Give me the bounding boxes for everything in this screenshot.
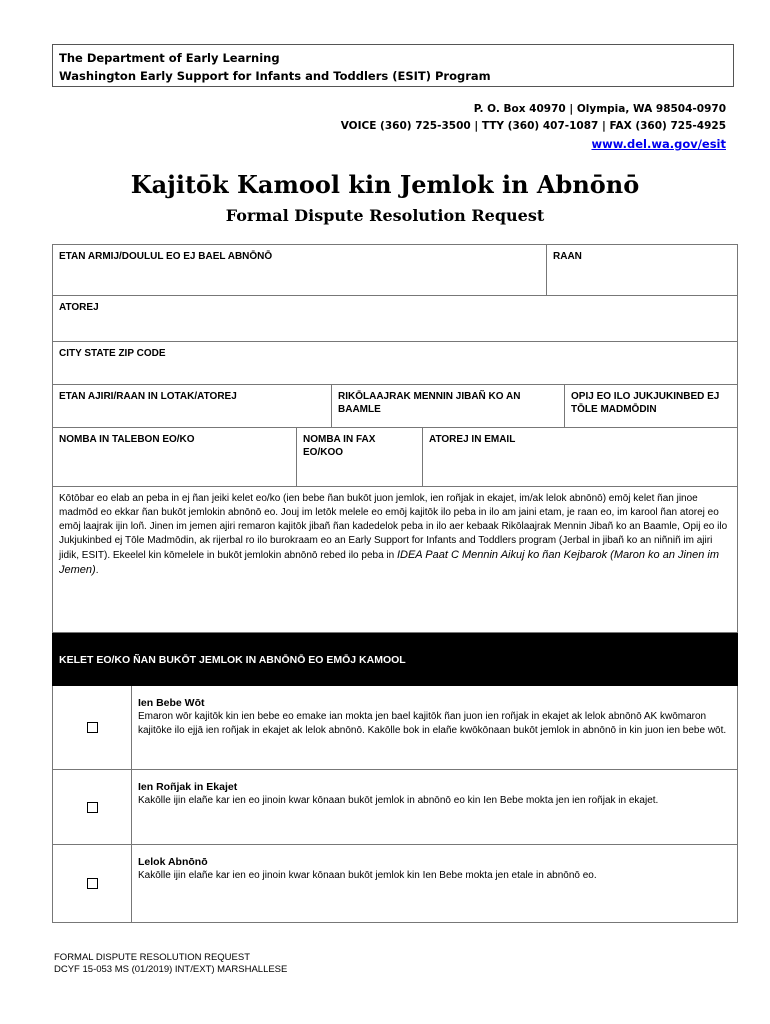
option-description: Kakōlle ijin elañe kar ien eo jinoin kwar kōnaan bukōt jemlok in abnōnō eo kin Ien Bebe mokta jen ien roñjak in ekajet. [138,795,659,806]
phone-numbers: VOICE (360) 725-3500 | TTY (360) 407-1087 | FAX (360) 725-4925 [340,120,726,132]
child-name-label: ETAN ARMIJ/DOULUL EO EJ BAEL ABNŌNŌ [59,251,273,262]
instructions-reference: IDEA Paat C Mennin Aikuj ko ñan Kejbarok (Maron ko an Jinen im Jemen) [59,549,719,576]
relationship-label: RIKŌLAAJRAK MENNIN JIBAÑ KO AN BAAMLE [338,391,521,415]
request-form [52,244,738,923]
options-section-header [52,633,738,686]
form-title: Kajitōk Kamool kin Jemlok in Abnōnō [130,170,640,199]
phone-field[interactable] [53,428,296,486]
agency-name: The Department of Early Learning [59,51,280,65]
city-state-zip-field[interactable] [53,342,737,384]
city-state-zip-label: CITY STATE ZIP CODE [59,348,166,359]
option-description: Kakōlle ijin elañe kar ien eo jinoin kwar kōnaan bukōt jemlok kin Ien Bebe mokta jen etale in abnōnō eo. [138,870,597,881]
complaint-checkbox[interactable] [87,878,98,889]
mailing-address: P. O. Box 40970 | Olympia, WA 98504-0970 [473,103,726,115]
option-check-cell [53,845,132,922]
form-row-contact [52,428,738,487]
hearing-checkbox[interactable] [87,802,98,813]
option-title: Ien Roñjak in Ekajet [138,781,238,793]
requester-name-field[interactable] [53,385,331,427]
option-title: Ien Bebe Wōt [138,697,205,709]
form-row-requester [52,385,738,428]
page-footer [54,952,287,976]
child-name-field[interactable] [53,245,546,295]
agency-header [52,44,734,87]
mediation-checkbox[interactable] [87,722,98,733]
address-label: ATOREJ [59,302,99,313]
form-subtitle: Formal Dispute Resolution Request [225,206,545,225]
footer-form-number: DCYF 15-053 MS (01/2019) INT/EXT) MARSHALLESE [54,964,288,975]
service-coordinator-field[interactable] [564,385,737,427]
form-row-city [52,342,738,385]
fax-label: NOMBA IN FAX EO/KOO [303,434,376,458]
relationship-field[interactable] [331,385,564,427]
option-content [132,686,737,769]
email-label: ATOREJ IN EMAIL [429,434,516,445]
instructions-end: . [95,565,99,576]
option-description: Emaron wōr kajitōk kin ien bebe eo emake ian mokta jen bael kajitōk ñan juon ien roñjak in ekajet ak lelok abnōnō AK kwōmaron kajitōke ilo ejjā ien roñjak in ekajet ak lelok abnōnō. Kakōlle bok in elañe kwōkōnaan bukōt jemlok in abnōnō in kin juon ien bebe wōt. [138,711,727,736]
option-check-cell [53,686,132,769]
service-coordinator-label: OPIJ EO ILO JUKJUKINBED EJ TŌLE MADMŌDIN [571,391,720,415]
option-check-cell [53,770,132,844]
date-field[interactable] [546,245,737,295]
option-title: Lelok Abnōnō [138,856,208,868]
form-row-address [52,296,738,342]
instructions-paragraph [52,487,738,633]
option-row-complaint [52,845,738,923]
form-row-child [52,244,738,296]
website-link[interactable]: www.del.wa.gov/esit [591,137,726,151]
program-name: Washington Early Support for Infants and Toddlers (ESIT) Program [59,69,491,83]
email-field[interactable] [422,428,737,486]
website [226,137,726,151]
date-label: RAAN [553,251,582,262]
requester-name-label: ETAN AJIRI/RAAN IN LOTAK/ATOREJ [59,391,237,402]
option-row-mediation [52,686,738,770]
option-row-hearing [52,770,738,845]
options-header-label: KELET EO/KO ÑAN BUKŌT JEMLOK IN ABNŌNŌ EO EMŌJ KAMOOL [59,653,406,666]
phone-label: NOMBA IN TALEBON EO/KO [59,434,195,445]
option-content [132,770,737,844]
instructions-text: Kōtōbar eo elab an peba in ej ñan jeiki kelet eo/ko (ien bebe ñan bukōt juon jemlok, ien roñjak in ekajet, im/ak lelok abnōnō) emōj kelet ñan jinoe madmōd eo ekkar ñan bukōt jemlokin abnōnō eo. Jouj im letōk melele eo emōj kajitōk ilo peba in ilo am jaini etam, je raan eo, im karool ñan atorej eo emōj laajrak ijin loñ. Jinen im jemen ajiri remaron kajitōk jibañ ñan kadedelok peba in ilo aer kebaak Rikōlaajrak Mennin Jibañ ko an Baamle, Opij eo ilo Jukjukinbed ej Tōle Madmōdin, ak rijerbal ro ilo burokraam eo an Early Support for Infants and Toddlers program (Jerbal in jibañ ko an niñniñ im ajiri jidik, ESIT). Ekeelel kin kōmelele in bukōt jemlokin abnōnō rebed ilo peba in [59,493,728,561]
footer-form-name: FORMAL DISPUTE RESOLUTION REQUEST [54,952,251,963]
option-content [132,845,737,922]
address-field[interactable] [53,296,737,341]
fax-field[interactable] [296,428,422,486]
